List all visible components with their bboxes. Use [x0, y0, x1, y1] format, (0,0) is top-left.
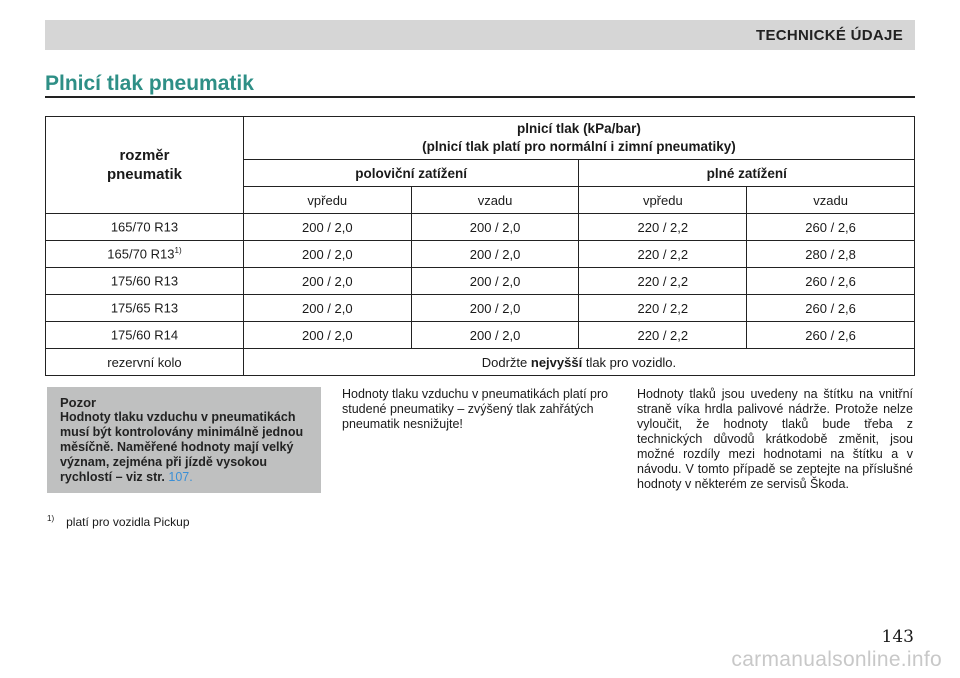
pressure-cell: 200 / 2,0	[411, 214, 579, 241]
tire-pressure-table	[45, 116, 915, 376]
footnote-marker: 1)	[47, 514, 55, 523]
pressure-cell: 220 / 2,2	[579, 322, 747, 349]
pressure-header-line1: plnicí tlak (kPa/bar)	[517, 121, 641, 136]
pressure-header	[243, 117, 914, 160]
pressure-cell: 220 / 2,2	[579, 268, 747, 295]
pressure-cell: 200 / 2,0	[411, 268, 579, 295]
footnote-marker: 1)	[174, 246, 182, 256]
pressure-cell: 280 / 2,8	[747, 241, 915, 268]
tire-size-cell: 175/65 R13	[46, 295, 244, 322]
warning-box	[47, 387, 321, 493]
pressure-cell: 200 / 2,0	[243, 322, 411, 349]
watermark: carmanualsonline.info	[731, 648, 942, 671]
full-load-header: plné zatížení	[579, 160, 915, 187]
dimension-header-line1: rozměr	[119, 147, 170, 164]
tire-size-cell: 165/70 R13	[46, 214, 244, 241]
tire-size-cell: 175/60 R13	[46, 268, 244, 295]
pressure-header-line2: (plnicí tlak platí pro normální i zimní pneumatiky)	[422, 139, 736, 154]
table-row	[46, 268, 915, 295]
position-header: vpředu	[243, 187, 411, 214]
half-load-header: poloviční zatížení	[243, 160, 579, 187]
table-row	[46, 241, 915, 268]
page-number: 143	[881, 627, 914, 647]
tire-size-cell: 165/70 R13$^{1)}$	[46, 241, 244, 268]
table-row	[46, 295, 915, 322]
pressure-cell: 200 / 2,0	[243, 214, 411, 241]
pressure-cell: 260 / 2,6	[747, 268, 915, 295]
table-row	[46, 322, 915, 349]
pressure-cell: 260 / 2,6	[747, 322, 915, 349]
pressure-cell: 200 / 2,0	[411, 295, 579, 322]
page-title: Plnicí tlak pneumatik	[45, 72, 254, 95]
position-header: vzadu	[747, 187, 915, 214]
pressure-cell: 220 / 2,2	[579, 295, 747, 322]
cold-tire-note: Hodnoty tlaku vzduchu v pneumatikách platí pro studené pneumatiky – zvýšený tlak zahřátých pneumatik nesnižujte!	[342, 387, 609, 431]
dimension-header-line2: pneumatik	[106, 166, 182, 183]
spare-wheel-label: rezervní kolo	[46, 349, 244, 376]
spare-wheel-note: Dodržte nejvyšší tlak pro vozidlo.	[243, 349, 914, 376]
position-header: vzadu	[411, 187, 579, 214]
pressure-cell: 260 / 2,6	[747, 295, 915, 322]
footnote-text: platí pro vozidla Pickup	[66, 515, 190, 529]
warning-title: Pozor	[60, 395, 97, 410]
table-row	[46, 214, 915, 241]
pressure-label-note: Hodnoty tlaků jsou uvedeny na štítku na vnitřní straně víka hrdla palivové nádrže. Protože nelze vyloučit, že hodnoty tlaků bude třeba z technických důvodů krátkodobě změnit, jsou možné rozdíly mezi hodnotami na štítku a v návodu. V tomto případě se zeptejte na příslušné hodnoty v některém ze servisů Škoda.	[637, 387, 913, 491]
pressure-cell: 200 / 2,0	[243, 241, 411, 268]
pressure-cell: 220 / 2,2	[579, 241, 747, 268]
pressure-cell: 200 / 2,0	[243, 268, 411, 295]
pressure-cell: 200 / 2,0	[243, 295, 411, 322]
spare-wheel-row	[46, 349, 915, 376]
pressure-cell: 260 / 2,6	[747, 214, 915, 241]
pressure-cell: 220 / 2,2	[579, 214, 747, 241]
page-reference-link[interactable]: 107.	[168, 470, 193, 484]
dimension-header	[46, 117, 244, 214]
footnote	[47, 514, 190, 529]
pressure-cell: 200 / 2,0	[411, 241, 579, 268]
header-band	[45, 20, 915, 50]
pressure-cell: 200 / 2,0	[411, 322, 579, 349]
title-rule	[45, 96, 915, 98]
tire-size-cell: 175/60 R14	[46, 322, 244, 349]
warning-body: Hodnoty tlaku vzduchu v pneumatikách musí být kontrolovány minimálně jednou měsíčně. Naměřené hodnoty mají velký význam, zejména při jízdě vysokou rychlostí – viz str. 107.	[60, 410, 304, 484]
section-title: TECHNICKÉ ÚDAJE	[755, 27, 903, 44]
position-header: vpředu	[579, 187, 747, 214]
